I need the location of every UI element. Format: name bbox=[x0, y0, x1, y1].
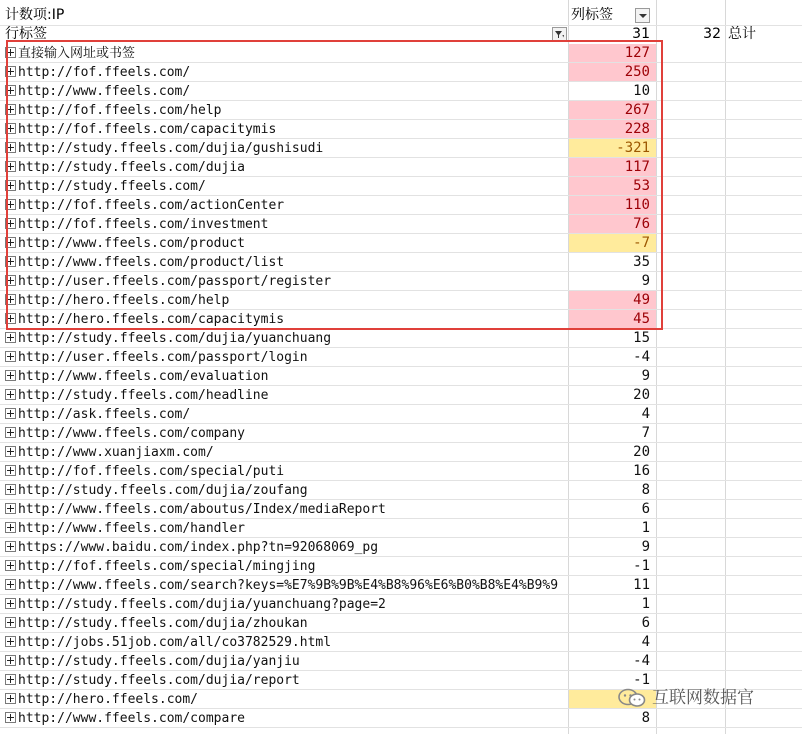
row-label: http://hero.ffeels.com/capacitymis bbox=[18, 312, 285, 327]
expand-plus-icon[interactable] bbox=[5, 712, 16, 723]
row-label: http://hero.ffeels.com/ bbox=[18, 692, 199, 707]
row-label-cell[interactable] bbox=[5, 386, 568, 405]
row-label-cell[interactable] bbox=[5, 652, 568, 671]
row-label-cell[interactable] bbox=[5, 424, 568, 443]
column-labels-label: 列标签 bbox=[571, 7, 613, 23]
count-cell[interactable]: 267 bbox=[569, 101, 656, 120]
expand-plus-icon[interactable] bbox=[5, 617, 16, 628]
row-label: http://study.ffeels.com/dujia bbox=[18, 160, 245, 175]
row-label-cell[interactable] bbox=[5, 405, 568, 424]
count-cell[interactable]: 7 bbox=[641, 425, 650, 441]
row-label: http://www.ffeels.com/handler bbox=[18, 521, 245, 536]
count-cell[interactable]: 1 bbox=[641, 596, 650, 612]
row-label-cell[interactable] bbox=[5, 462, 568, 481]
table-row bbox=[0, 462, 802, 481]
column-filter-dropdown-icon[interactable] bbox=[635, 8, 650, 23]
table-row bbox=[0, 519, 802, 538]
row-label: http://study.ffeels.com/dujia/zoufang bbox=[18, 483, 308, 498]
count-cell[interactable]: 117 bbox=[569, 158, 656, 177]
table-row bbox=[0, 443, 802, 462]
row-label: http://fof.ffeels.com/ bbox=[18, 65, 191, 80]
table-row bbox=[0, 576, 802, 595]
count-cell[interactable]: 53 bbox=[569, 177, 656, 196]
expand-plus-icon[interactable] bbox=[5, 522, 16, 533]
table-row bbox=[0, 633, 802, 652]
table-row bbox=[0, 709, 802, 728]
expand-plus-icon[interactable] bbox=[5, 389, 16, 400]
row-label: http://jobs.51job.com/all/co3782529.html bbox=[18, 635, 332, 650]
row-label-cell[interactable] bbox=[5, 709, 568, 728]
row-label: http://fof.ffeels.com/special/puti bbox=[18, 464, 285, 479]
count-cell[interactable]: -1 bbox=[633, 558, 650, 574]
expand-plus-icon[interactable] bbox=[5, 465, 16, 476]
count-cell[interactable]: 1 bbox=[641, 520, 650, 536]
count-cell[interactable]: -1 bbox=[633, 672, 650, 688]
row-label: http://www.ffeels.com/ bbox=[18, 84, 191, 99]
table-row bbox=[0, 405, 802, 424]
expand-plus-icon[interactable] bbox=[5, 408, 16, 419]
row-gridline bbox=[0, 727, 802, 728]
row-label-cell[interactable] bbox=[5, 481, 568, 500]
row-label: https://www.baidu.com/index.php?tn=92068069_pg bbox=[18, 540, 379, 555]
count-cell[interactable]: 35 bbox=[633, 254, 650, 270]
row-label: http://study.ffeels.com/ bbox=[18, 179, 206, 194]
count-cell[interactable]: 127 bbox=[569, 44, 656, 63]
row-label: http://user.ffeels.com/passport/login bbox=[18, 350, 308, 365]
row-label: http://www.ffeels.com/product bbox=[18, 236, 245, 251]
column-header-31: 31 bbox=[632, 26, 650, 42]
value-field-label: 计数项:IP bbox=[5, 7, 65, 23]
expand-plus-icon[interactable] bbox=[5, 598, 16, 609]
count-cell[interactable]: -7 bbox=[569, 234, 656, 253]
grand-total-header: 总计 bbox=[728, 26, 756, 42]
count-cell[interactable]: -4 bbox=[633, 653, 650, 669]
row-label-cell[interactable] bbox=[5, 595, 568, 614]
count-cell[interactable]: 20 bbox=[633, 387, 650, 403]
row-label-cell[interactable] bbox=[5, 633, 568, 652]
row-label-cell[interactable] bbox=[5, 576, 568, 595]
table-row bbox=[0, 386, 802, 405]
count-cell[interactable]: 4 bbox=[641, 634, 650, 650]
count-cell[interactable]: 15 bbox=[633, 330, 650, 346]
count-cell[interactable]: -321 bbox=[569, 139, 656, 158]
row-label: http://study.ffeels.com/headline bbox=[18, 388, 269, 403]
row-label-cell[interactable] bbox=[5, 690, 568, 709]
expand-plus-icon[interactable] bbox=[5, 484, 16, 495]
row-label: 直接输入网址或书签 bbox=[18, 46, 136, 61]
count-cell[interactable]: 11 bbox=[633, 577, 650, 593]
row-label-cell[interactable] bbox=[5, 443, 568, 462]
row-label: http://www.ffeels.com/company bbox=[18, 426, 245, 441]
count-cell[interactable]: 250 bbox=[569, 63, 656, 82]
expand-plus-icon[interactable] bbox=[5, 351, 16, 362]
row-label: http://fof.ffeels.com/help bbox=[18, 103, 222, 118]
expand-plus-icon[interactable] bbox=[5, 541, 16, 552]
count-cell[interactable]: 16 bbox=[633, 463, 650, 479]
expand-plus-icon[interactable] bbox=[5, 636, 16, 647]
row-label-cell[interactable] bbox=[5, 557, 568, 576]
table-row bbox=[0, 424, 802, 443]
row-label: http://study.ffeels.com/dujia/yanjiu bbox=[18, 654, 300, 669]
row-label: http://www.ffeels.com/search?keys=%E7%9B%9B%E4%B8%96%E6%B0%B8%E4%B9%9 bbox=[18, 578, 559, 593]
count-cell[interactable]: 8 bbox=[641, 710, 650, 726]
table-row bbox=[0, 367, 802, 386]
table-row bbox=[0, 481, 802, 500]
expand-plus-icon[interactable] bbox=[5, 503, 16, 514]
count-cell[interactable]: 45 bbox=[569, 310, 656, 329]
row-label: http://study.ffeels.com/dujia/yuanchuang?page=2 bbox=[18, 597, 386, 612]
count-cell[interactable]: 9 bbox=[641, 368, 650, 384]
count-cell[interactable]: 228 bbox=[569, 120, 656, 139]
row-label-cell[interactable] bbox=[5, 538, 568, 557]
row-label: http://www.ffeels.com/evaluation bbox=[18, 369, 269, 384]
row-label-cell[interactable] bbox=[5, 519, 568, 538]
row-label: http://fof.ffeels.com/capacitymis bbox=[18, 122, 277, 137]
watermark bbox=[618, 686, 754, 710]
table-row bbox=[0, 614, 802, 633]
table-row bbox=[0, 500, 802, 519]
row-label-cell[interactable] bbox=[5, 367, 568, 386]
row-label: http://ask.ffeels.com/ bbox=[18, 407, 191, 422]
count-cell[interactable]: 10 bbox=[633, 83, 650, 99]
row-label: http://www.xuanjiaxm.com/ bbox=[18, 445, 214, 460]
count-cell[interactable]: 76 bbox=[569, 215, 656, 234]
table-row bbox=[0, 329, 802, 348]
row-label: http://fof.ffeels.com/actionCenter bbox=[18, 198, 285, 213]
expand-plus-icon[interactable] bbox=[5, 674, 16, 685]
table-row bbox=[0, 652, 802, 671]
expand-plus-icon[interactable] bbox=[5, 579, 16, 590]
expand-plus-icon[interactable] bbox=[5, 693, 16, 704]
count-cell[interactable]: 49 bbox=[569, 291, 656, 310]
highlight-annotation-box bbox=[6, 40, 663, 330]
row-label: http://study.ffeels.com/dujia/zhoukan bbox=[18, 616, 308, 631]
count-cell[interactable]: 110 bbox=[569, 196, 656, 215]
expand-plus-icon[interactable] bbox=[5, 332, 16, 343]
row-label-cell[interactable] bbox=[5, 500, 568, 519]
row-label: http://study.ffeels.com/dujia/yuanchuang bbox=[18, 331, 332, 346]
table-row bbox=[0, 538, 802, 557]
row-label-cell[interactable] bbox=[5, 614, 568, 633]
row-label: http://fof.ffeels.com/investment bbox=[18, 217, 269, 232]
watermark-text: 互联网数据官 bbox=[652, 688, 754, 708]
row-label-cell[interactable] bbox=[5, 671, 568, 690]
row-labels-label: 行标签 bbox=[5, 26, 47, 42]
row-label: http://www.ffeels.com/product/list bbox=[18, 255, 285, 270]
wechat-logo-icon bbox=[618, 688, 646, 708]
count-cell[interactable]: 4 bbox=[641, 406, 650, 422]
table-row bbox=[0, 595, 802, 614]
row-label: http://study.ffeels.com/dujia/report bbox=[18, 673, 300, 688]
count-cell[interactable]: 9 bbox=[641, 539, 650, 555]
row-label: http://study.ffeels.com/dujia/gushisudi bbox=[18, 141, 324, 156]
count-cell[interactable]: 20 bbox=[633, 444, 650, 460]
expand-plus-icon[interactable] bbox=[5, 427, 16, 438]
table-row bbox=[0, 348, 802, 367]
row-label-cell[interactable] bbox=[5, 329, 568, 348]
row-label: http://fof.ffeels.com/special/mingjing bbox=[18, 559, 316, 574]
count-cell[interactable]: 8 bbox=[641, 482, 650, 498]
count-cell[interactable]: 6 bbox=[641, 501, 650, 517]
row-label: http://hero.ffeels.com/help bbox=[18, 293, 230, 308]
column-header-32: 32 bbox=[703, 26, 721, 42]
expand-plus-icon[interactable] bbox=[5, 446, 16, 457]
count-cell[interactable]: -4 bbox=[633, 349, 650, 365]
row-label: http://user.ffeels.com/passport/register bbox=[18, 274, 332, 289]
count-cell[interactable]: 9 bbox=[641, 273, 650, 289]
count-cell[interactable]: 6 bbox=[641, 615, 650, 631]
expand-plus-icon[interactable] bbox=[5, 370, 16, 381]
expand-plus-icon[interactable] bbox=[5, 655, 16, 666]
row-label-cell[interactable] bbox=[5, 348, 568, 367]
row-label: http://www.ffeels.com/compare bbox=[18, 711, 245, 726]
table-row bbox=[0, 557, 802, 576]
expand-plus-icon[interactable] bbox=[5, 560, 16, 571]
row-label: http://www.ffeels.com/aboutus/Index/mediaReport bbox=[18, 502, 386, 517]
